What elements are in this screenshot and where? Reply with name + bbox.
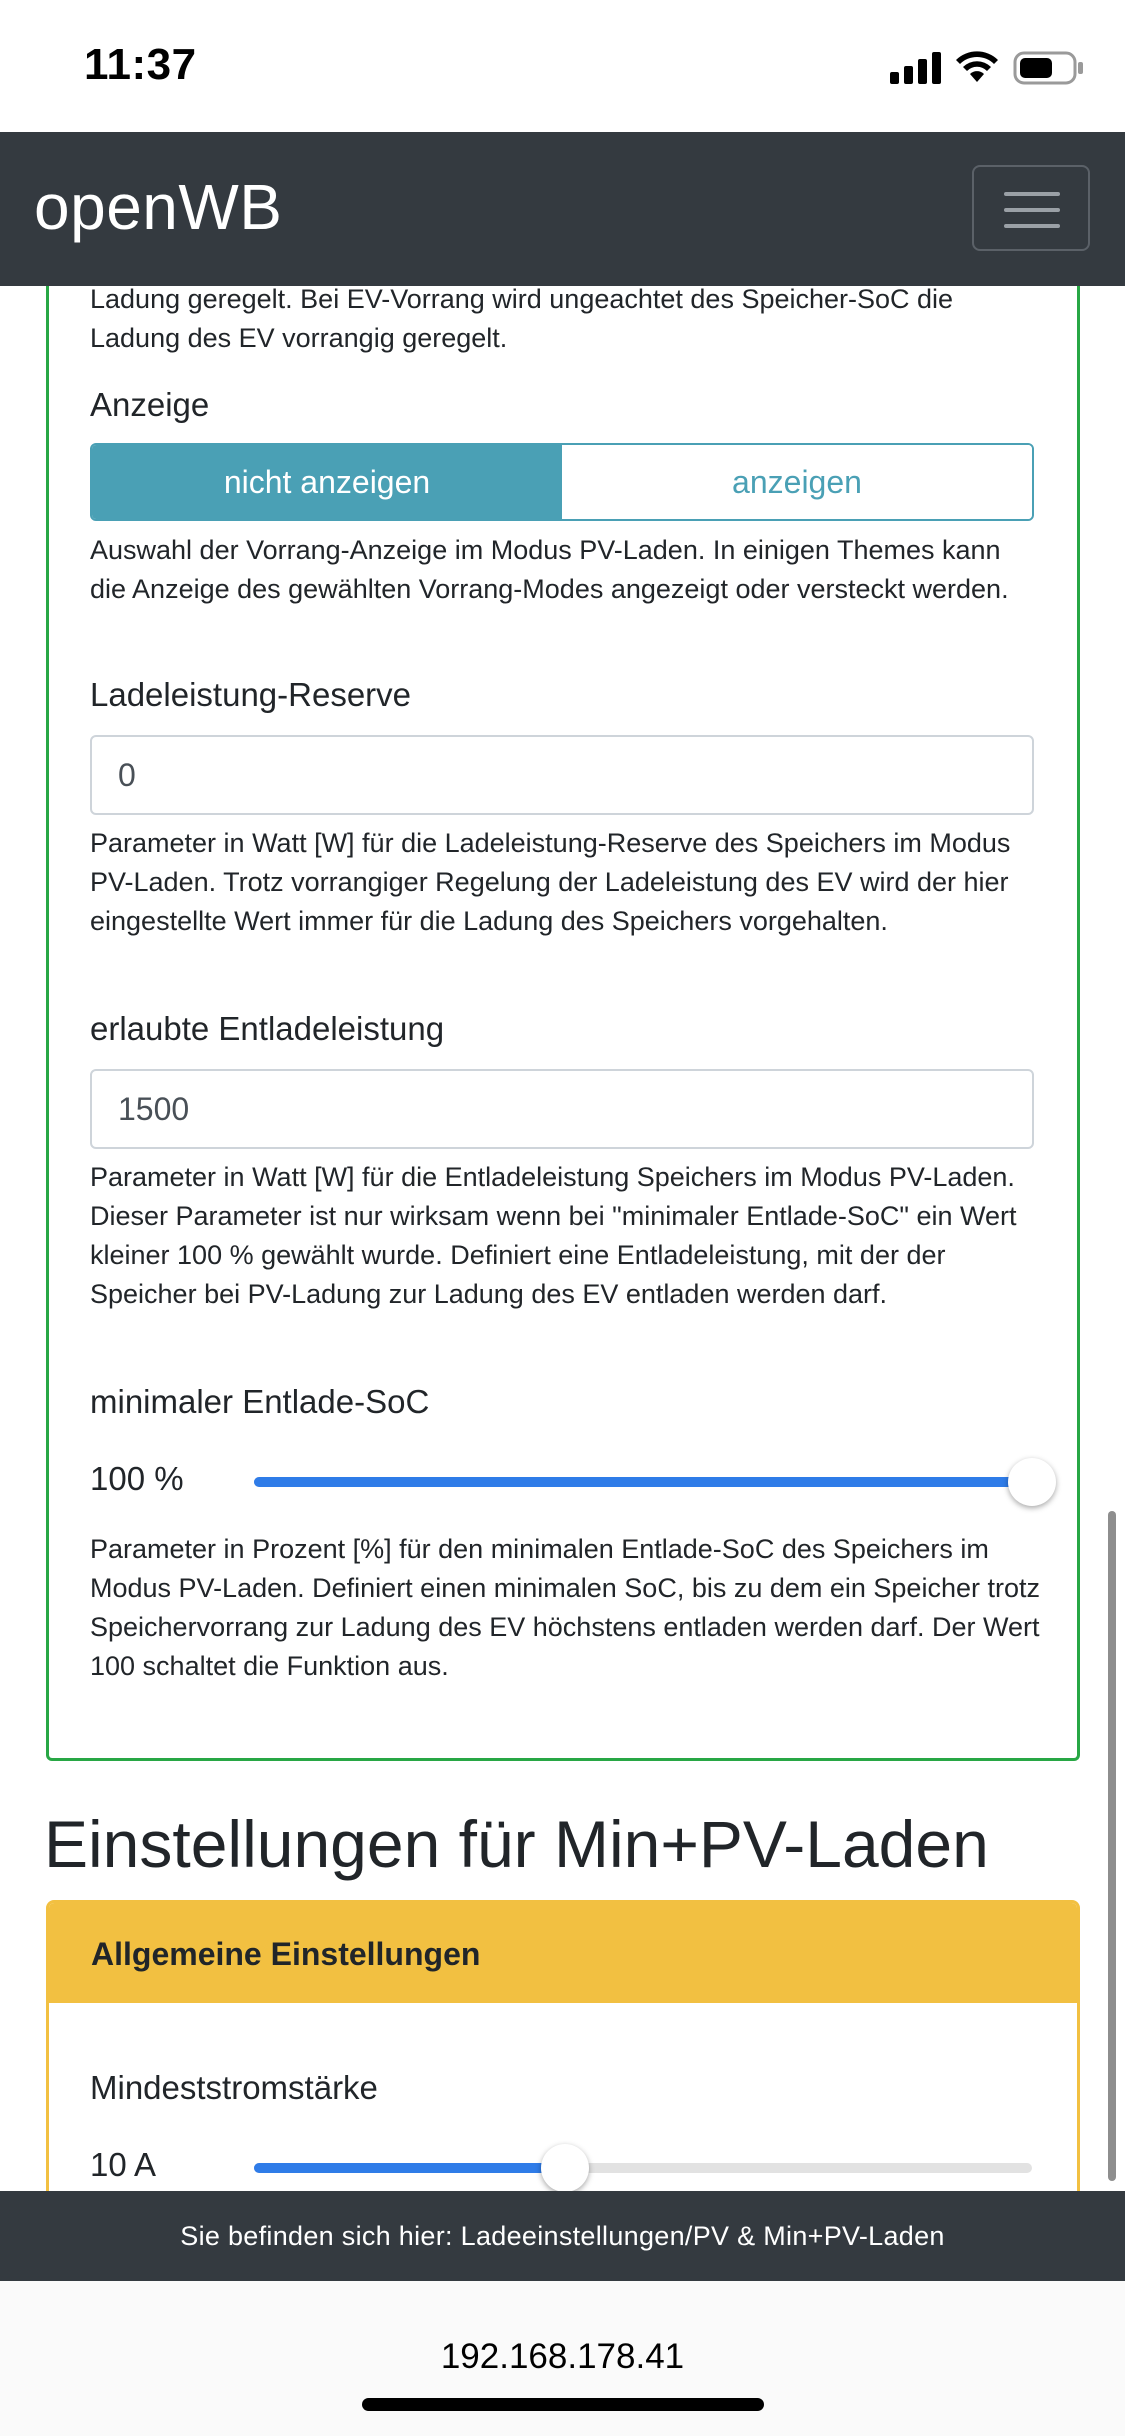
browser-url-bar[interactable] [0, 2281, 1125, 2436]
scrollbar[interactable] [1108, 1511, 1116, 2181]
anzeige-label: Anzeige [90, 386, 210, 423]
url-text[interactable]: 192.168.178.41 [440, 2337, 685, 2376]
wifi-icon [955, 51, 999, 85]
slider-thumb[interactable] [541, 2144, 589, 2191]
anzeige-option-nicht-anzeigen[interactable]: nicht anzeigen [92, 445, 562, 519]
mindeststrom-label: Mindeststromstärke [90, 2069, 378, 2106]
slider-fill [254, 1477, 1032, 1487]
status-icons [890, 48, 1085, 88]
mindeststrom-value: 10 A [90, 2146, 157, 2183]
mindeststrom-slider[interactable] [254, 2163, 1032, 2173]
ladeleistung-reserve-label: Ladeleistung-Reserve [90, 676, 412, 713]
status-time: 11:37 [84, 40, 197, 89]
location-text: Sie befinden sich hier: Ladeeinstellungen/PV & Min+PV-Laden [180, 2220, 945, 2251]
menu-toggle-button[interactable] [972, 165, 1090, 251]
entladeleistung-help-text: Parameter in Watt [W] für die Entladeleistung Speichers im Modus PV-Laden. Dieser Parameter ist nur wirksam wenn bei "minimaler Entlade-SoC" ein Wert kleiner 100 % gewählt wurde. Definiert eine Entladeleistung, mit der der Speicher bei PV-Ladung zur Ladung des EV entladen werden darf. [90, 1162, 1017, 1309]
ladeleistung-reserve-help-text: Parameter in Watt [W] für die Ladeleistung-Reserve des Speichers im Modus PV-Laden. Trotz vorrangiger Regelung der Ladeleistung des EV wird der hier eingestellte Wert immer für die Ladung des Speichers vorgehalten. [90, 828, 1011, 936]
entladeleistung-label: erlaubte Entladeleistung [90, 1010, 445, 1047]
vorrang-help-text: Ladung geregelt. Bei EV-Vorrang wird ungeachtet des Speicher-SoC die Ladung des EV vorrangig geregelt. [90, 286, 954, 353]
min-entlade-soc-slider[interactable] [254, 1477, 1032, 1487]
location-footer [0, 2191, 1125, 2281]
anzeige-option-anzeigen[interactable]: anzeigen [562, 445, 1032, 519]
card-header-title: Allgemeine Einstellungen [91, 1936, 481, 1972]
min-entlade-soc-help-text: Parameter in Prozent [%] für den minimalen Entlade-SoC des Speichers im Modus PV-Laden. Definiert einen minimalen SoC, bis zu dem ein Speicher trotz Speichervorrang zur Ladung des EV höchstens entladen werden darf. Der Wert 100 schaltet die Funktion aus. [90, 1534, 1040, 1681]
slider-fill [254, 2163, 565, 2173]
hamburger-icon [1004, 224, 1060, 228]
hamburger-icon [1004, 192, 1060, 196]
anzeige-toggle-group [90, 443, 1034, 521]
anzeige-help-text: Auswahl der Vorrang-Anzeige im Modus PV-Laden. In einigen Themes kann die Anzeige des gewählten Vorrang-Modes angezeigt oder versteckt werden. [90, 535, 1009, 604]
slider-thumb[interactable] [1008, 1458, 1056, 1506]
min-entlade-soc-value: 100 % [90, 1460, 184, 1497]
home-indicator[interactable] [362, 2398, 764, 2411]
card-header [49, 1903, 1077, 2003]
settings-content[interactable] [0, 286, 1125, 2191]
hamburger-icon [1004, 208, 1060, 212]
entladeleistung-input[interactable] [90, 1069, 1034, 1149]
navbar [0, 132, 1125, 286]
brand-logo[interactable]: openWB [34, 171, 283, 243]
ladeleistung-reserve-input[interactable] [90, 735, 1034, 815]
min-entlade-soc-label: minimaler Entlade-SoC [90, 1383, 430, 1420]
battery-icon [1013, 50, 1085, 86]
min-pv-section-title: Einstellungen für Min+PV-Laden [44, 1807, 989, 1881]
status-bar [0, 0, 1125, 132]
cellular-signal-icon [890, 52, 941, 84]
